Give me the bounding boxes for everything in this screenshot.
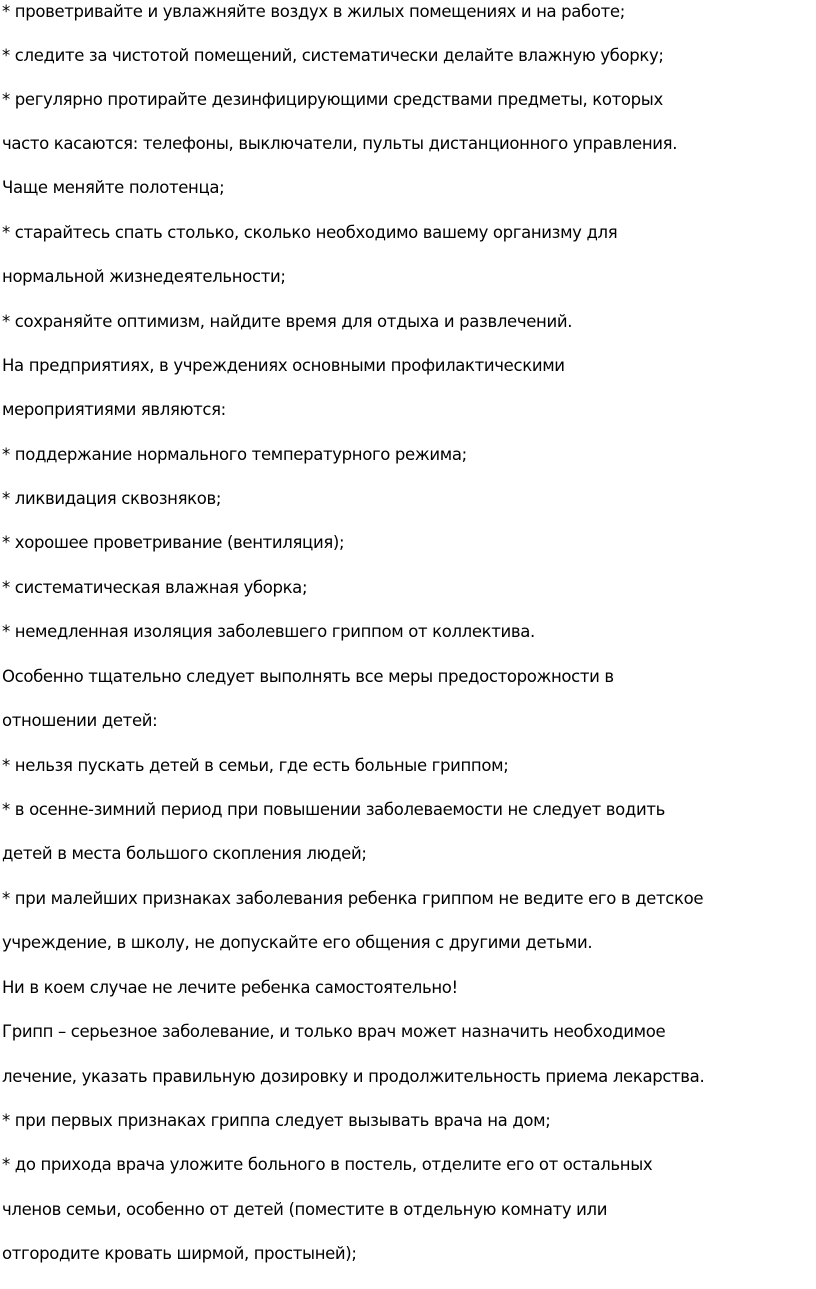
text-line: * ликвидация сквозняков; (2, 489, 222, 508)
text-line: * нельзя пускать детей в семьи, где есть больные гриппом; (2, 756, 509, 775)
text-line: * хорошее проветривание (вентиляция); (2, 533, 345, 552)
text-line: Особенно тщательно следует выполнять все меры предосторожности в (2, 667, 614, 686)
text-line: нормальной жизнедеятельности; (2, 267, 286, 286)
text-line: * старайтесь спать столько, сколько необходимо вашему организму для (2, 223, 618, 242)
text-line: * в осенне-зимний период при повышении заболеваемости не следует водить (2, 800, 665, 819)
text-line: Грипп – серьезное заболевание, и только врач может назначить необходимое (2, 1022, 666, 1041)
text-line: * проветривайте и увлажняйте воздух в жилых помещениях и на работе; (2, 2, 625, 21)
text-line: мероприятиями являются: (2, 400, 226, 419)
text-line: * сохраняйте оптимизм, найдите время для отдыха и развлечений. (2, 312, 573, 331)
text-line: отношении детей: (2, 711, 158, 730)
text-line: * при первых признаках гриппа следует вызывать врача на дом; (2, 1111, 551, 1130)
text-line: * поддержание нормального температурного режима; (2, 445, 467, 464)
text-line: часто касаются: телефоны, выключатели, пульты дистанционного управления. (2, 134, 678, 153)
text-line: членов семьи, особенно от детей (поместите в отдельную комнату или (2, 1200, 608, 1219)
text-line: * следите за чистотой помещений, систематически делайте влажную уборку; (2, 46, 664, 65)
text-line: отгородите кровать ширмой, простыней); (2, 1244, 357, 1263)
text-line: * регулярно протирайте дезинфицирующими средствами предметы, которых (2, 90, 663, 109)
text-line: * при малейших признаках заболевания ребенка гриппом не ведите его в детское (2, 889, 704, 908)
text-line: учреждение, в школу, не допускайте его общения с другими детьми. (2, 933, 593, 952)
text-line: * немедленная изоляция заболевшего гриппом от коллектива. (2, 622, 535, 641)
text-line: Чаще меняйте полотенца; (2, 178, 225, 197)
text-line: * до прихода врача уложите больного в постель, отделите его от остальных (2, 1155, 653, 1174)
text-line: На предприятиях, в учреждениях основными профилактическими (2, 356, 565, 375)
text-line: Ни в коем случае не лечите ребенка самостоятельно! (2, 978, 458, 997)
text-line: детей в места большого скопления людей; (2, 844, 367, 863)
text-line: * систематическая влажная уборка; (2, 578, 308, 597)
text-line: лечение, указать правильную дозировку и продолжительность приема лекарства. (2, 1067, 705, 1086)
